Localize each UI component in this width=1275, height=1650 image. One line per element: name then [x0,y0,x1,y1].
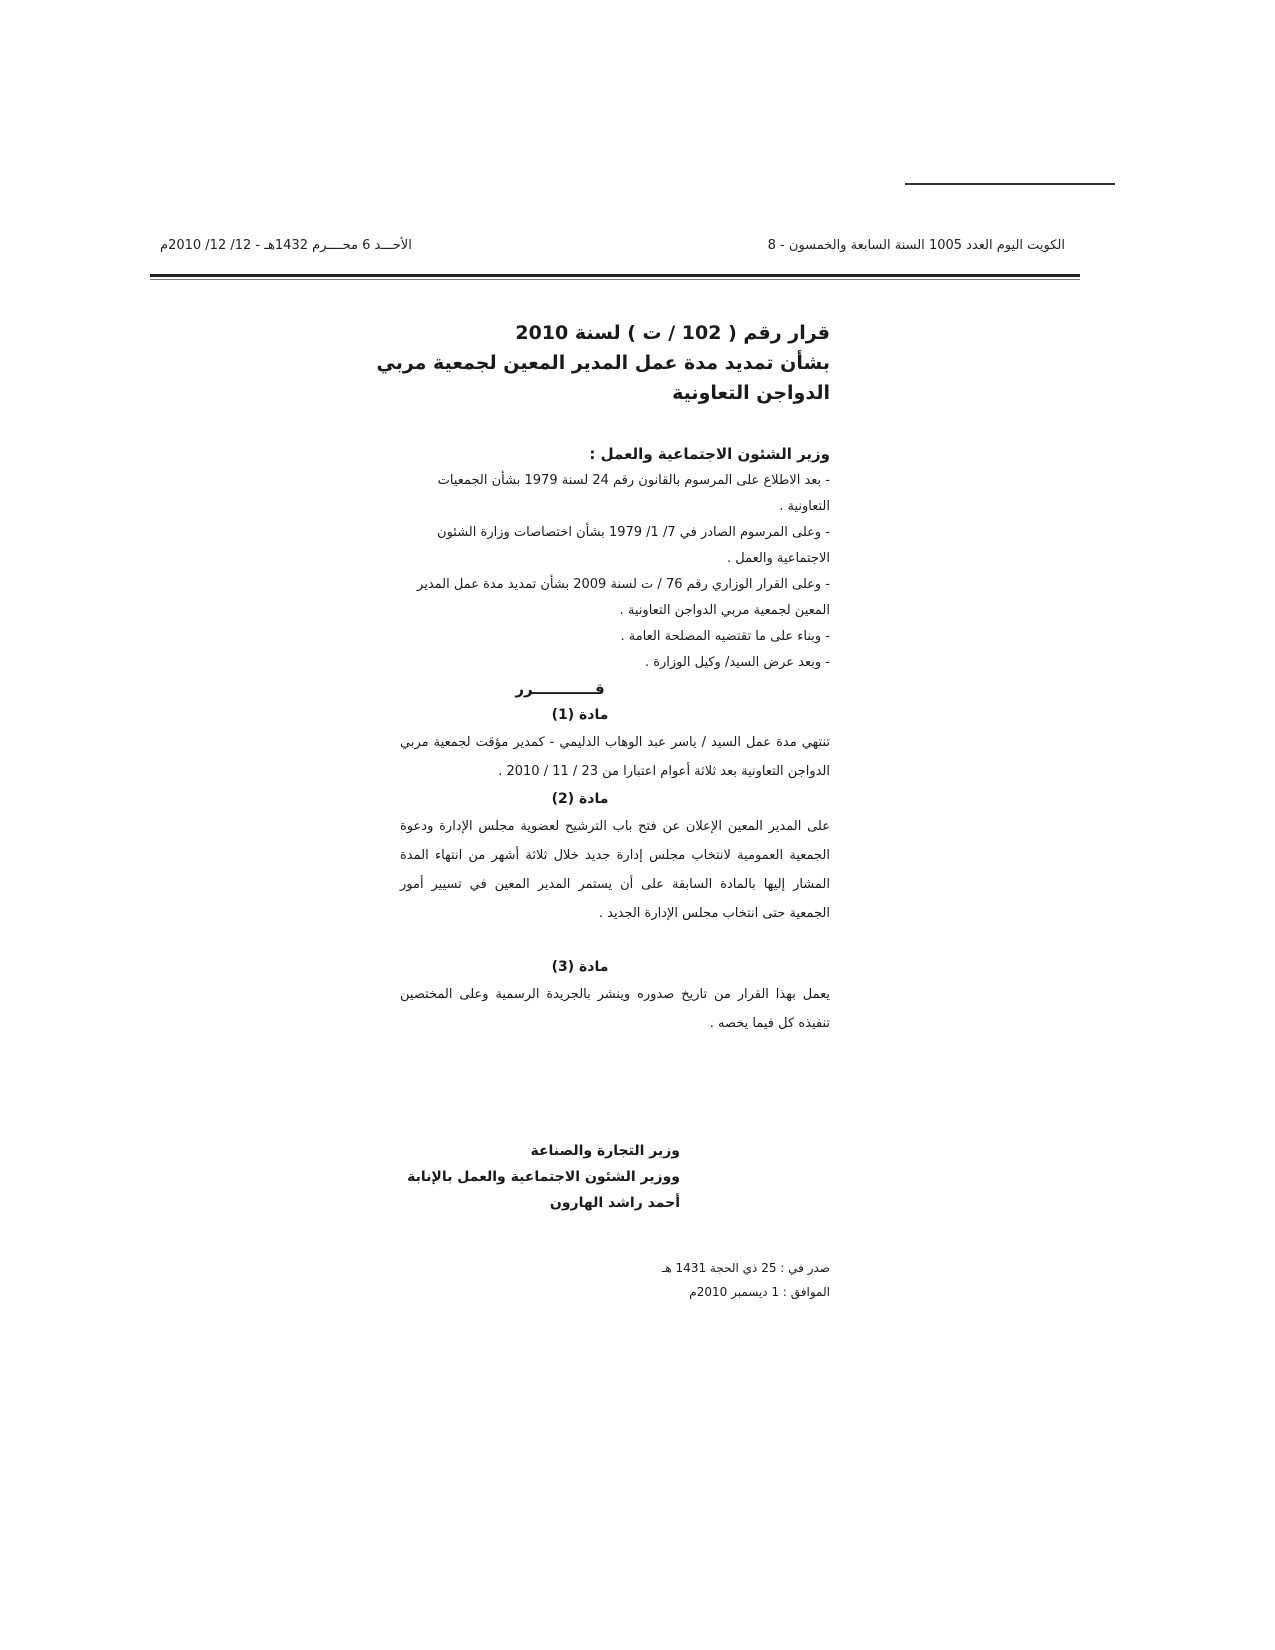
article-2-text: على المدير المعين الإعلان عن فتح باب الترشيح لعضوية مجلس الإدارة ودعوة الجمعية العمومية لانتخاب مجلس إدارة جديد خلال ثلاثة أشهر من انتهاء المدة المشار إليها بالمادة السابقة على أن يستمر المدير المعين في تسيير أمور الجمعية حتى انتخاب مجلس الإدارة الجديد . [400,819,830,921]
signatory-name: أحمد راشد الهارون [549,1195,680,1211]
article-3-heading: مادة (3) [551,959,609,975]
header-divider-thin [150,279,1080,280]
article-1-heading: مادة (1) [551,707,609,723]
decision-title [376,318,830,408]
article-1-text: تنتهي مدة عمل السيد / ياسر عبد الوهاب الدليمي - كمدير مؤقت لجمعية مربي الدواجن التعاونية بعد ثلاثة أعوام اعتبارا من 23 / 11 / 2010 . [400,735,830,779]
signature-title-2: ووزير الشئون الاجتماعية والعمل بالإنابة [407,1169,680,1185]
issued-hijri-date: صدر في : 25 ذي الحجة 1431 هـ [661,1261,830,1275]
header-gazette-info: الكويت اليوم العدد 1005 السنة السابعة والخمسون - 8 [767,238,1065,253]
preamble-item: - وعلى القرار الوزاري رقم 76 / ت لسنة 2009 بشأن تمديد مدة عمل المدير المعين لجمعية مربي الدواجن التعاونية . [417,577,830,618]
minister-heading: وزير الشئون الاجتماعية والعمل : [589,445,830,463]
title-line-3: الدواجن التعاونية [672,382,830,404]
preamble-item: - وبناء على ما تقتضيه المصلحة العامة . [620,629,830,644]
issued-gregorian-date: الموافق : 1 ديسمبر 2010م [689,1285,830,1299]
spacer [400,928,830,954]
signature-block [407,1138,680,1216]
preamble-item: - وعلى المرسوم الصادر في 7/ 1/ 1979 بشأن اختصاصات وزارة الشئون الاجتماعية والعمل . [437,525,830,566]
header-divider [150,274,1080,277]
signature-title-1: وزير التجارة والصناعة [530,1143,680,1159]
title-line-2: بشأن تمديد مدة عمل المدير المعين لجمعية مربي [376,352,830,374]
article-3-text: يعمل بهذا القرار من تاريخ صدوره وينشر بالجريدة الرسمية وعلى المختصين تنفيذه كل فيما يخصه . [400,987,830,1031]
title-line-1: قرار رقم ( 102 / ت ) لسنة 2010 [515,322,830,344]
header-date: الأحـــد 6 محــــرم 1432هـ - 12/ 12/ 2010م [160,238,412,253]
preamble-item: - وبعد عرض السيد/ وكيل الوزارة . [644,655,830,670]
top-rule [905,183,1115,185]
issued-date-block [620,1256,830,1304]
decides-heading: قــــــــــــرر [515,680,605,698]
article-2-heading: مادة (2) [551,791,609,807]
decision-body [400,442,830,1038]
preamble-item: - بعد الاطلاع على المرسوم بالقانون رقم 24 لسنة 1979 بشأن الجمعيات التعاونية . [437,473,830,514]
